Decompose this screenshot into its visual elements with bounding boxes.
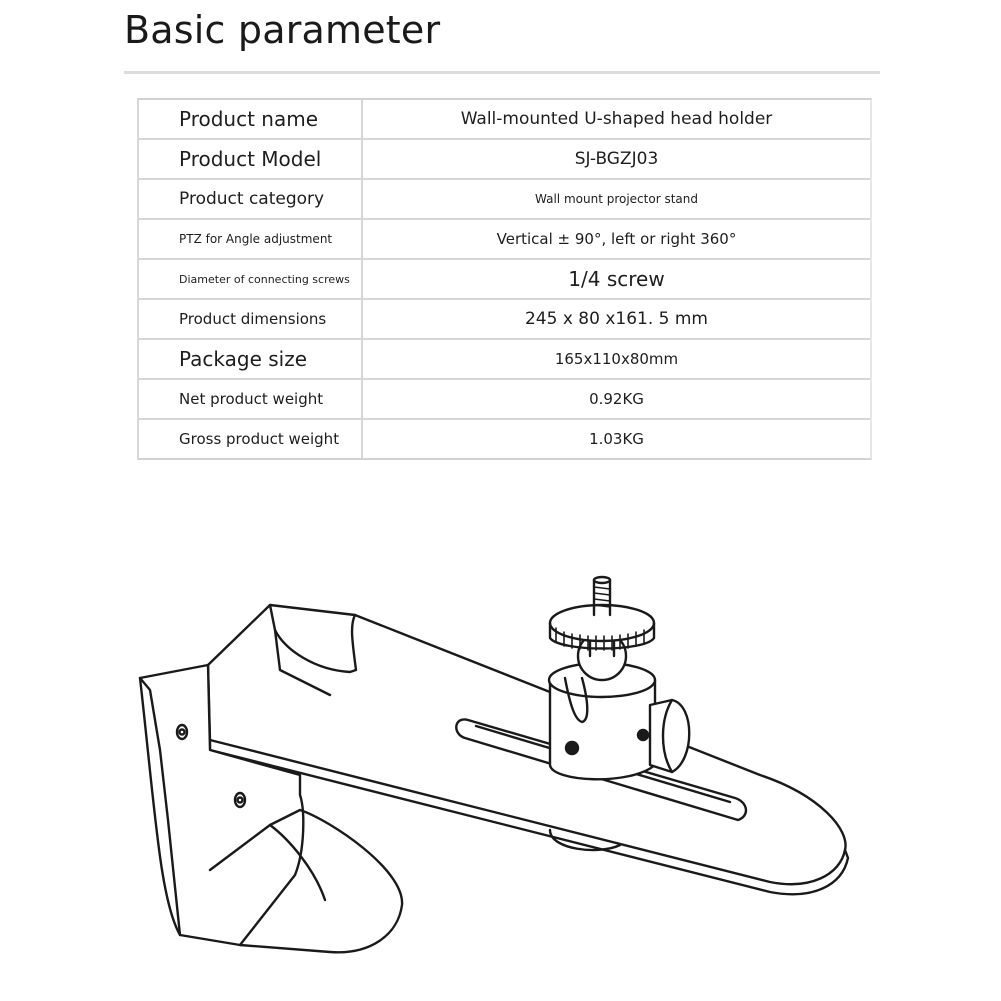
bracket-line-drawing <box>120 560 880 960</box>
table-row <box>139 340 870 380</box>
row-value: Wall-mounted U-shaped head holder <box>460 109 773 129</box>
row-label: Net product weight <box>139 380 363 418</box>
row-label: Package size <box>139 340 363 378</box>
row-label: Product Model <box>139 140 363 178</box>
table-row <box>139 380 870 420</box>
title-divider <box>124 71 880 74</box>
table-row <box>139 260 870 300</box>
row-value: Vertical ± 90°, left or right 360° <box>496 230 737 248</box>
row-label: Product name <box>139 100 363 138</box>
row-label: Product category <box>139 180 363 218</box>
row-value: 245 x 80 x161. 5 mm <box>524 309 708 329</box>
row-value: Wall mount projector stand <box>535 192 698 206</box>
table-row <box>139 180 870 220</box>
row-value: SJ-BGZJ03 <box>574 149 659 169</box>
row-value: 1/4 screw <box>568 267 665 291</box>
row-value: 1.03KG <box>589 430 644 448</box>
row-label: Diameter of connecting screws <box>139 260 363 298</box>
row-label: PTZ for Angle adjustment <box>139 220 363 258</box>
parameter-table <box>137 98 872 460</box>
table-row <box>139 300 870 340</box>
row-label: Gross product weight <box>139 420 363 458</box>
table-row <box>139 100 870 140</box>
row-label: Product dimensions <box>139 300 363 338</box>
table-row <box>139 140 870 180</box>
row-value: 0.92KG <box>589 390 644 408</box>
row-value: 165x110x80mm <box>554 350 679 368</box>
table-row <box>139 420 870 458</box>
table-row <box>139 220 870 260</box>
page-title: Basic parameter <box>124 8 441 52</box>
